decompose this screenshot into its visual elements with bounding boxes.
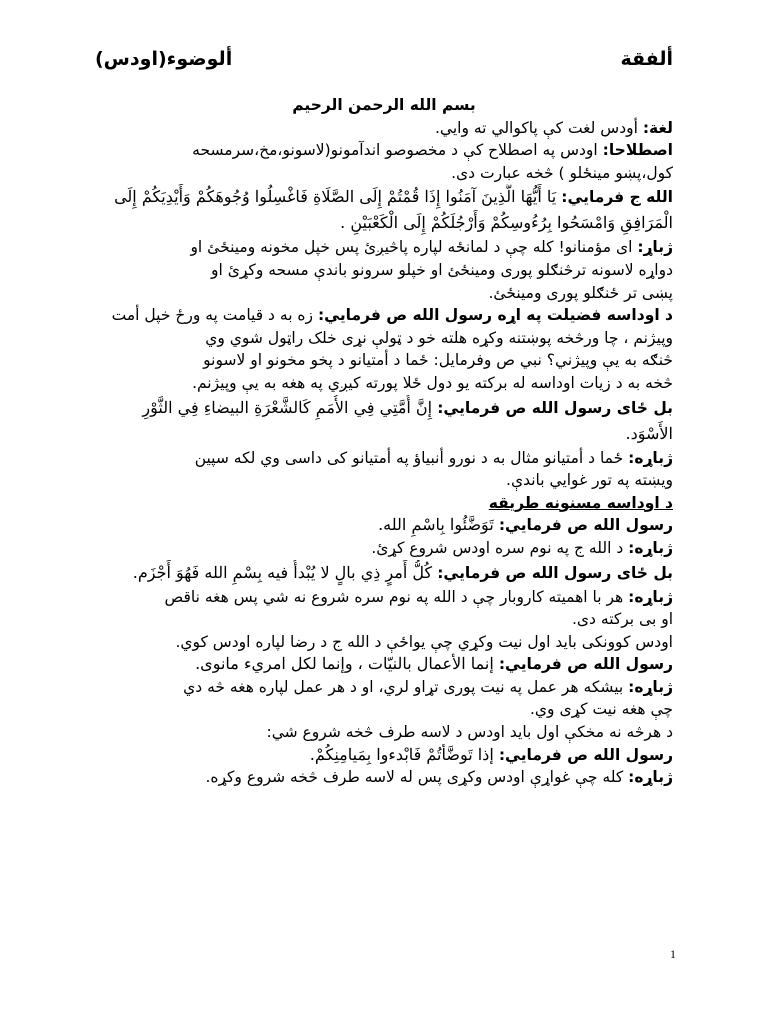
arabic-text: تَوَضَّئُوا بِاسْمِ الله.: [378, 515, 499, 535]
text-line: [95, 304, 673, 327]
header-topic-title: ألوضوء(اودس): [95, 48, 233, 70]
line-label: ژباړه:: [628, 677, 673, 696]
text-line: [95, 721, 673, 744]
line-text: اى مؤمنانو! كله چې د لمانځه لپاره پاڅيږئ پس خپل مخونه ومينځئ او: [190, 238, 638, 257]
text-line: [95, 372, 673, 395]
text-line: [95, 586, 673, 609]
quran-verse-line: [95, 210, 673, 236]
line-label: ژباړه:: [628, 538, 673, 557]
text-line: [95, 162, 673, 185]
line-text: ويښته په تور غوايي باندې.: [506, 471, 673, 490]
text-line: [95, 349, 673, 372]
section-heading: د اوداسه مسنونه طريقه: [488, 493, 673, 512]
text-line: [95, 653, 673, 676]
text-line: [95, 327, 673, 350]
line-label: د اوداسه فضيلت په اړه رسول الله ص فرمايي:: [317, 306, 673, 325]
quran-verse-line: [95, 184, 673, 210]
text-line: [95, 117, 673, 140]
text-line: [95, 698, 673, 721]
text-line: [95, 744, 673, 767]
header-subject-title: ألفقة: [620, 48, 673, 70]
line-text: كول،پښو مينځلو ) څخه عبارت دى.: [451, 163, 673, 182]
line-text: چې هغه نيت كړى وي.: [530, 700, 673, 719]
arabic-text: كُلُّ أَمرٍ ذِي بالٍ لا يُبْدأُ فيه بِسْمِ الله فَهُوَ أَجْزَم.: [132, 562, 438, 582]
line-label: لغة:: [642, 118, 673, 137]
arabic-text: الأَسْوَد.: [625, 423, 673, 443]
line-text: وپيژنم ، چا ورڅخه پوښتنه وكړه هلته خو د ټولې نړى خلک راټول شوي وي: [205, 328, 673, 347]
text-line: [95, 676, 673, 699]
line-text: اودس كوونكى بايد اول نيت وكړي چې يواځې د الله ج د رضا لپاره اودس كوي.: [175, 632, 673, 651]
text-line: [95, 139, 673, 162]
line-text: هر با اهميته كاروبار چې د الله په نوم سره شروع نه شي پس هغه ناقص: [164, 587, 629, 606]
line-text: أودس لغت كې پاكوالي ته وايي.: [434, 118, 643, 137]
line-label: ژباړه:: [628, 768, 673, 787]
line-label: ژباړه:: [628, 587, 673, 606]
line-text: كله چې غواړې اودس وكړى پس له لاسه طرف څخه شروع وكړه.: [205, 768, 629, 787]
line-label: رسول الله ص فرمايي:: [498, 745, 673, 764]
line-label: رسول الله ص فرمايي:: [498, 516, 673, 535]
line-text: دواړه لاسونه ترڅنګلو پورى ومينځئ او خپلو سرونو باندې مسحه وكړئ او: [211, 260, 673, 279]
hadith-line: [95, 560, 673, 586]
basmala-line: بسم الله الرحمن الرحيم: [292, 96, 476, 114]
arabic-text: الْمَرَافِقِ وَامْسَحُوا بِرُءُوسِكُمْ وَأَرْجُلَكُمْ إِلَى الْكَعْبَيْنِ .: [340, 213, 673, 233]
text-line: [95, 236, 673, 259]
line-text: څخه به د زيات اوداسه له بركته يو دول ځلا پورته كيږي په هغه به يې وپيژنم.: [192, 373, 673, 392]
text-line: [95, 766, 673, 789]
line-label: الله ج فرمايي:: [561, 188, 673, 207]
arabic-text: يَا أَيُّهَا الَّذِينَ آمَنُوا إِذَا قُمْتُمْ إِلَى الصَّلَاةِ فَاغْسِلُوا وُجُوهَكُمْ وَأَيْدِيَكُمْ إِلَى: [114, 187, 562, 207]
line-text: د هرڅه نه مخكې اول بايد اودس د لاسه طرف څخه شروع شي:: [266, 723, 673, 742]
text-line: [95, 537, 673, 560]
line-text: زه به د قيامت په ورځ خپل أمت: [111, 306, 318, 325]
arabic-text: إنما الأعمال بالنيّات ، وإنما لكل امريء مانوى.: [195, 654, 499, 674]
text-line: [95, 259, 673, 282]
arabic-text: إِنَّ أُمَّتِي فِي الأُمَمِ كَالشَّعْرَةِ البيضاءِ فِي الثَّوْرِ: [142, 397, 438, 417]
line-text: بيشكه هر عمل په نيت پورى تړاو لري، او د هر عمل لپاره هغه څه دي: [183, 677, 629, 696]
line-text: ځما د أمتيانو مثال به د نورو أنبياؤ په أمتيانو كى داسى وي لكه سپين: [194, 448, 629, 467]
hadith-line: [95, 395, 673, 421]
line-label: بل ځاى رسول الله ص فرمايي:: [437, 563, 673, 582]
line-label: ژباړه:: [628, 448, 673, 467]
line-text: اودس په اصطلاح كې د مخصوصو اندآمونو(لاسونو،مخ،سرمسحه: [192, 141, 603, 160]
line-label: ژباړ:: [637, 238, 673, 257]
page-number: 1: [670, 947, 676, 961]
hadith-line: [95, 421, 673, 447]
line-text: پښى تر ځنګلو پورى ومينځئ.: [488, 283, 673, 302]
text-line: [95, 514, 673, 537]
line-text: او بى بركته دى.: [572, 610, 673, 629]
line-text: د الله ج په نوم سره اودس شروع كړئ.: [371, 538, 629, 557]
text-line: [95, 282, 673, 305]
document-body: [95, 94, 673, 789]
text-line: [95, 447, 673, 470]
line-label: رسول الله ص فرمايي:: [498, 655, 673, 674]
line-text: څنګه به يې وپيژني؟ نبي ص وفرمايل: ځما د أمتيانو د پخو مخونو او لاسونو: [203, 351, 673, 370]
arabic-text: إذا تَوضَّأتُمْ فَابْدءوا بِمَيامِنِكُمْ.: [309, 744, 499, 764]
page-header: [95, 48, 673, 78]
line-label: بل ځاى رسول الله ص فرمايي:: [437, 398, 673, 417]
text-line: [95, 469, 673, 492]
line-label: اصطلاحا:: [602, 141, 673, 160]
text-line: [95, 631, 673, 654]
text-line: [95, 608, 673, 631]
